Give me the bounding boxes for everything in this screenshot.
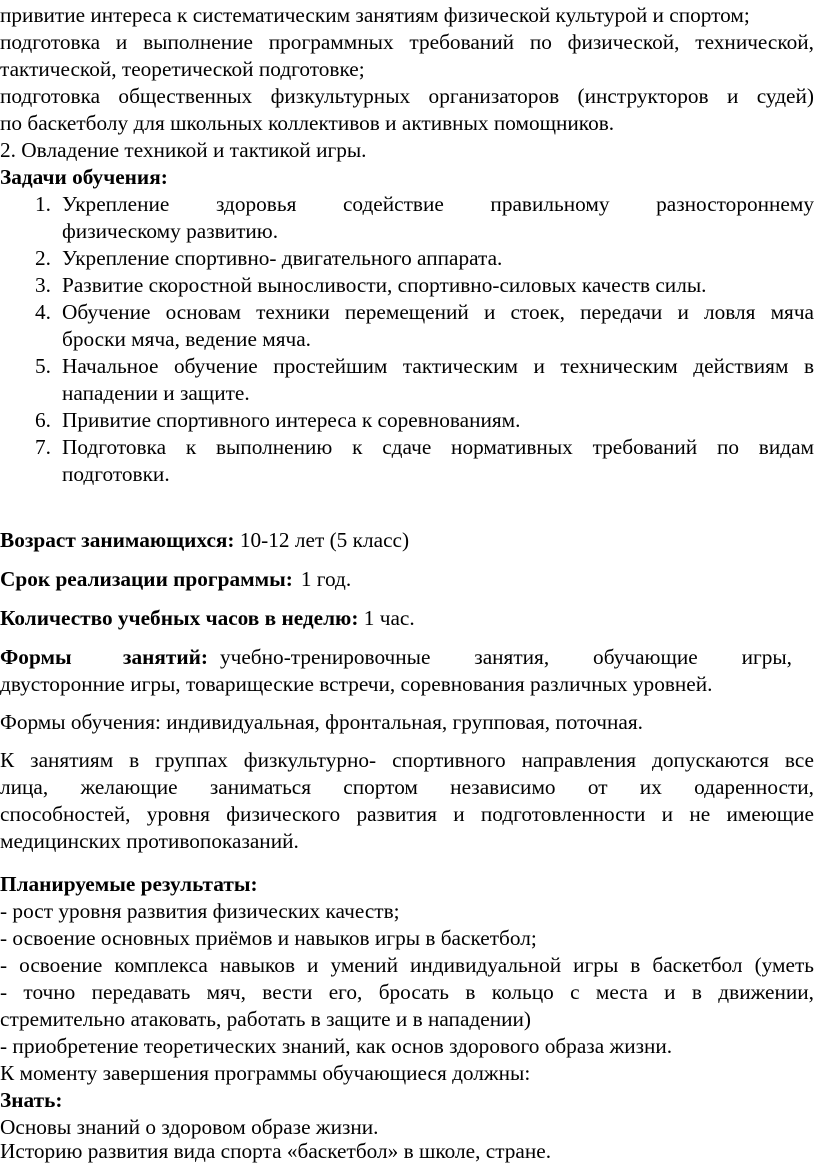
list-item-number: 7. <box>35 435 51 459</box>
hours-row <box>0 605 814 632</box>
list-item-number: 4. <box>35 300 51 324</box>
list-item-text: Укрепление здоровья содействие правильному разностороннему <box>62 192 814 216</box>
results-line-5: стремительно атаковать, работать в защите и в нападении) <box>0 1007 531 1031</box>
list-item-text: Укрепление спортивно- двигательного аппарата. <box>62 246 503 270</box>
intro-line-1: привитие интереса к систематическим занятиям физической культурой и спортом; <box>0 3 750 27</box>
admission-line-2: лица, желающие заниматься спортом независимо от их одаренности, <box>0 775 814 799</box>
list-item-text-cont: броски мяча, ведение мяча. <box>62 327 311 351</box>
know-line-2: Историю развития вида спорта «баскетбол» в школе, стране. <box>0 1139 552 1163</box>
results-line-4: - точно передавать мяч, вести его, бросать в кольцо с места и в движении, <box>0 980 814 1004</box>
age-label: Возраст занимающихся: <box>0 528 235 552</box>
tasks-heading: Задачи обучения: <box>0 165 168 189</box>
intro-line-5: по баскетболу для школьных коллективов и активных помощников. <box>0 111 615 135</box>
results-line-1: - рост уровня развития физических качеств; <box>0 899 400 923</box>
list-item-number: 1. <box>35 192 51 216</box>
intro-line-6: 2. Овладение техникой и тактикой игры. <box>0 138 367 162</box>
list-item-text-cont: физическому развитию. <box>62 219 279 243</box>
list-item-text: Подготовка к выполнению к сдаче нормативных требований по видам <box>62 435 814 459</box>
intro-line-4: подготовка общественных физкультурных организаторов (инструкторов и судей) <box>0 84 814 108</box>
learning-forms: Формы обучения: индивидуальная, фронтальная, групповая, поточная. <box>0 710 643 734</box>
term-value: 1 год. <box>300 567 352 591</box>
forms-label: Формы занятий: <box>0 645 209 669</box>
age-value: 10-12 лет (5 класс) <box>239 528 410 552</box>
age-row <box>0 527 814 554</box>
list-item-number: 2. <box>35 246 51 270</box>
intro-line-2: подготовка и выполнение программных требований по физической, технической, <box>0 30 814 54</box>
term-row <box>0 566 814 593</box>
results-line-7: К моменту завершения программы обучающиеся должны: <box>0 1061 531 1085</box>
admission-line-4: медицинских противопоказаний. <box>0 829 299 853</box>
forms-row <box>0 644 814 671</box>
hours-value: 1 час. <box>363 606 415 630</box>
results-line-3: - освоение комплекса навыков и умений индивидуальной игры в баскетбол (уметь <box>0 953 814 977</box>
hours-label: Количество учебных часов в неделю: <box>0 606 359 630</box>
list-item-text-cont: нападении и защите. <box>62 381 250 405</box>
forms-value: учебно-тренировочные занятия, обучающие игры, <box>220 645 792 669</box>
admission-line-1: К занятиям в группах физкультурно- спортивного направления допускаются все <box>0 748 814 772</box>
list-item-text: Обучение основам техники перемещений и стоек, передачи и ловля мяча <box>62 300 814 324</box>
list-item-number: 5. <box>35 354 51 378</box>
results-heading: Планируемые результаты: <box>0 872 258 896</box>
intro-line-3: тактической, теоретической подготовке; <box>0 57 365 81</box>
know-line-1: Основы знаний о здоровом образе жизни. <box>0 1115 379 1139</box>
list-item-text-cont: подготовки. <box>62 462 170 486</box>
list-item-number: 6. <box>35 408 51 432</box>
list-item-text: Начальное обучение простейшим тактическим и техническим действиям в <box>62 354 814 378</box>
term-label: Срок реализации программы: <box>0 567 293 591</box>
forms-line-2: двусторонние игры, товарищеские встречи, соревнования различных уровней. <box>0 672 713 696</box>
know-heading: Знать: <box>0 1088 63 1112</box>
results-line-2: - освоение основных приёмов и навыков игры в баскетбол; <box>0 926 537 950</box>
results-line-6: - приобретение теоретических знаний, как основ здорового образа жизни. <box>0 1034 673 1058</box>
list-item-text: Развитие скоростной выносливости, спортивно-силовых качеств силы. <box>62 273 707 297</box>
admission-line-3: способностей, уровня физического развития и подготовленности и не имеющие <box>0 802 814 826</box>
list-item-text: Привитие спортивного интереса к соревнованиям. <box>62 408 521 432</box>
list-item-number: 3. <box>35 273 51 297</box>
